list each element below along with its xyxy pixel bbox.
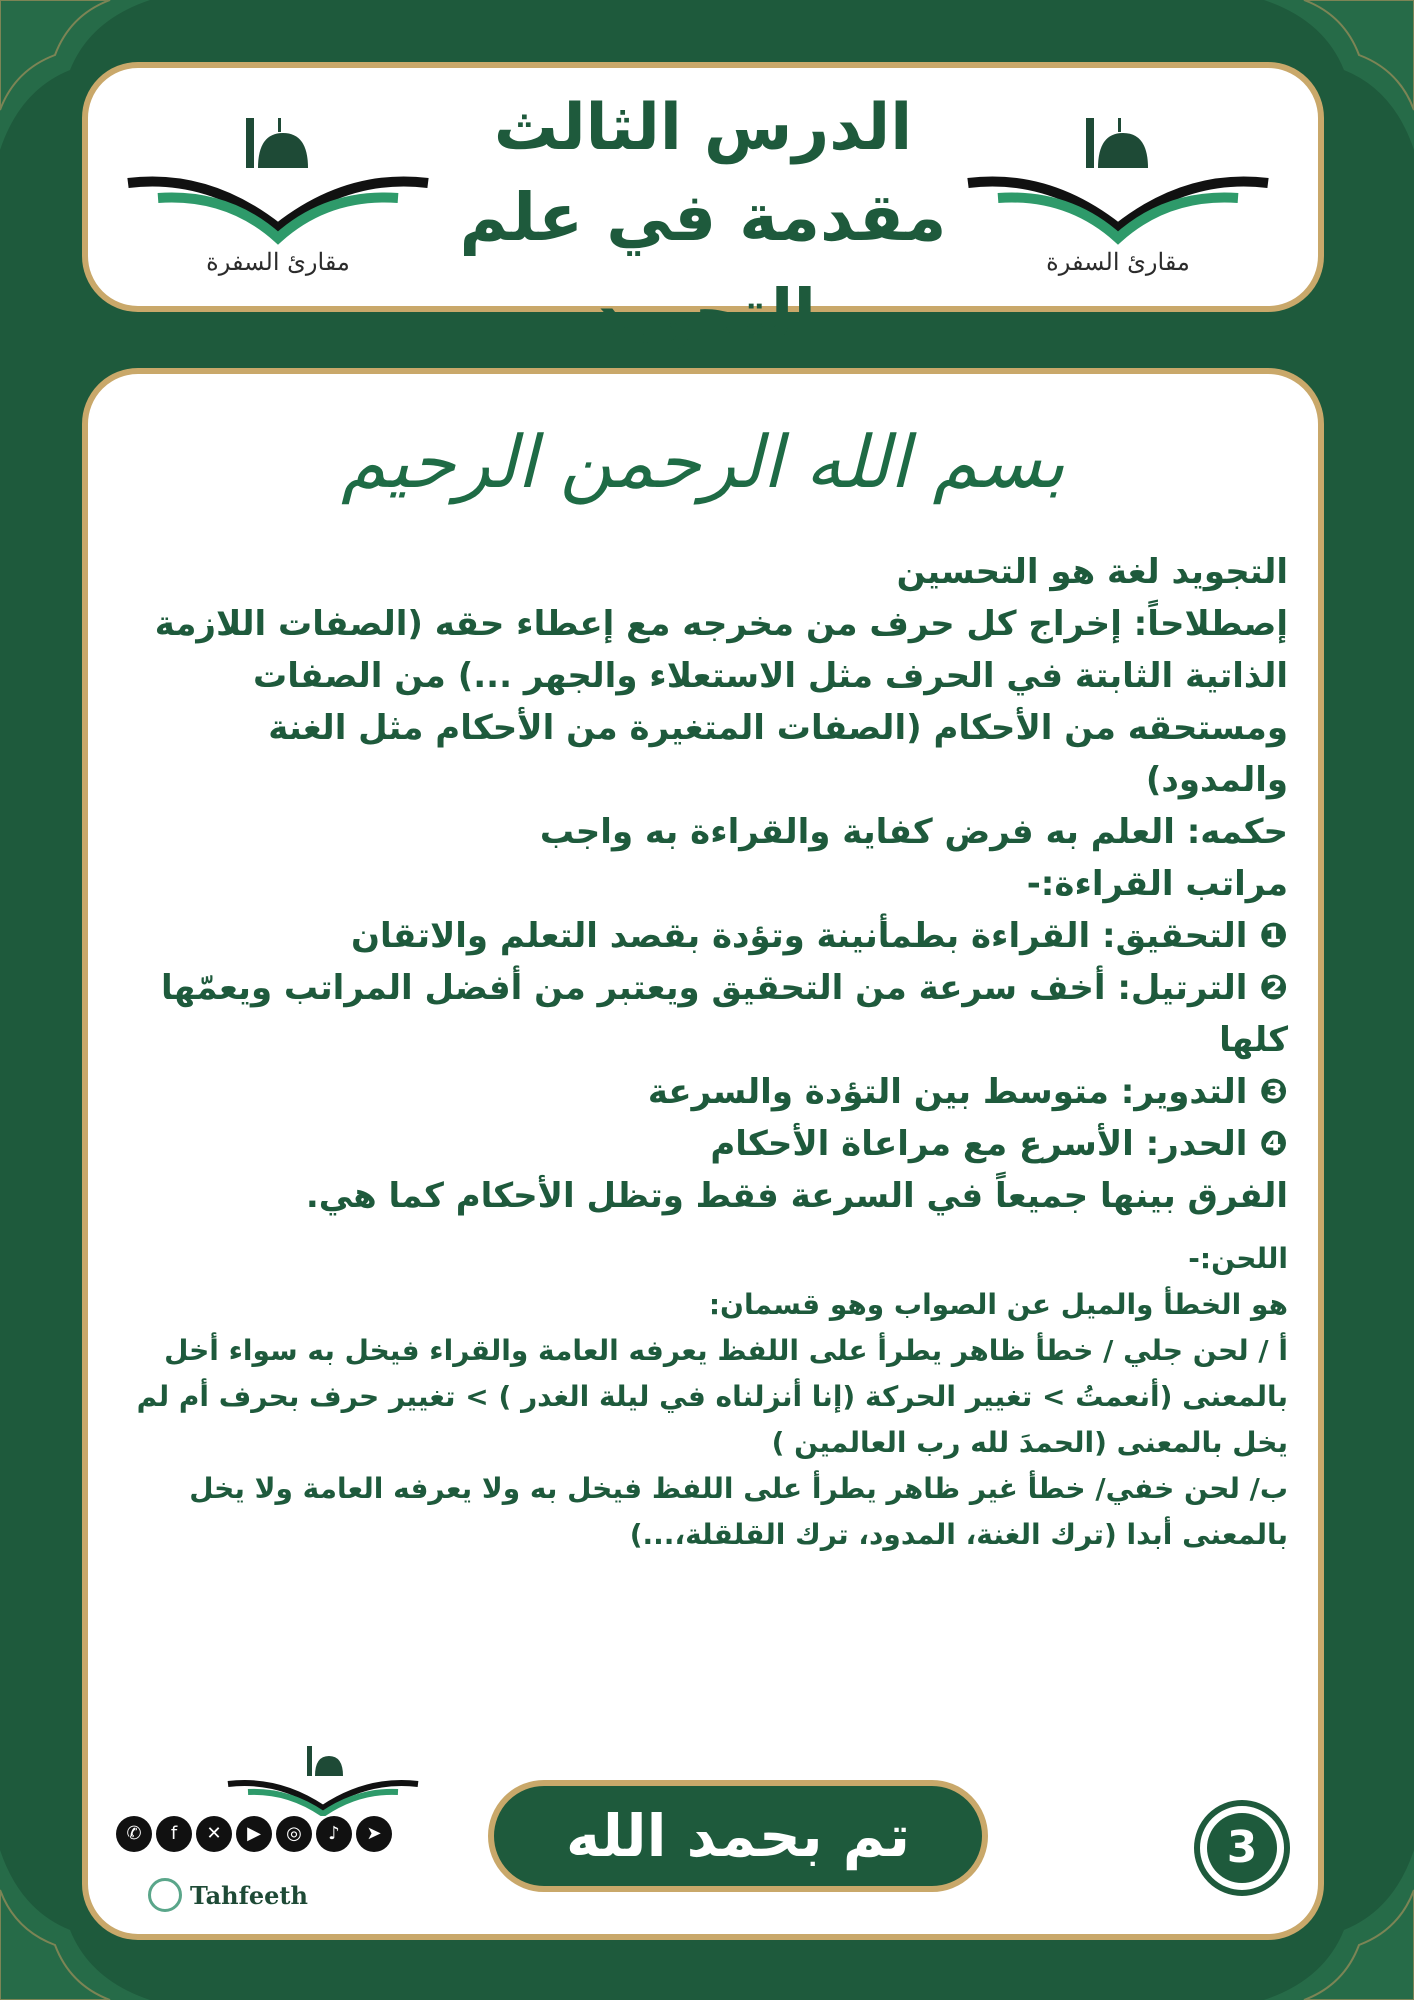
content-line: إصطلاحاً: إخراج كل حرف من مخرجه مع إعطاء حقه (الصفات اللازمة الذاتية الثابتة في الحرف مثل الاستعلاء والجهر ...) من الصفات ومستحقه من الأحكام (الصفات المتغيرة من الأحكام مثل الغنة والمدود) bbox=[154, 604, 1288, 800]
tiktok-icon[interactable]: ♪ bbox=[316, 1816, 352, 1852]
content-line: ❸ التدوير: متوسط بين التؤدة والسرعة bbox=[647, 1072, 1288, 1112]
lahn-line: ب/ لحن خفي/ خطأ غير ظاهر يطرأ على اللفظ فيخل به ولا يعرفه العامة ولا يخل بالمعنى أبدا (ترك الغنة، المدود، ترك القلقلة،...) bbox=[189, 1472, 1288, 1551]
globe-icon bbox=[148, 1878, 182, 1912]
header-panel bbox=[82, 62, 1324, 352]
book-mosque-icon bbox=[118, 88, 438, 248]
topic-title: مقدمة في علم التجويد bbox=[459, 179, 947, 352]
logo-caption: مقارئ السفرة bbox=[1046, 248, 1190, 276]
logo-caption: مقارئ السفرة bbox=[206, 248, 350, 276]
whatsapp-icon[interactable]: ✆ bbox=[116, 1816, 152, 1852]
brand bbox=[148, 1878, 308, 1912]
content-line: ❹ الحدر: الأسرع مع مراعاة الأحكام bbox=[710, 1124, 1288, 1164]
lahn-line: أ / لحن جلي / خطأ ظاهر يطرأ على اللفظ يعرفه العامة والقراء فيخل به سواء أخل بالمعنى (أنعمتُ > تغيير الحركة (إنا أنزلناه في ليلة الغدر ) > تغيير حرف بحرف أم لم يخل بالمعنى (الحمدَ لله رب العالمين ) bbox=[136, 1334, 1288, 1459]
content-line: مراتب القراءة:- bbox=[1026, 864, 1288, 904]
content-line: ❶ التحقيق: القراءة بطمأنينة وتؤدة بقصد التعلم والاتقان bbox=[350, 916, 1288, 956]
lesson-title: الدرس الثالث bbox=[493, 91, 913, 165]
lahn-heading: اللحن:- bbox=[1188, 1242, 1288, 1275]
footer-logo bbox=[198, 1736, 448, 1816]
instagram-icon[interactable]: ◎ bbox=[276, 1816, 312, 1852]
page-number: 3 bbox=[1207, 1813, 1277, 1883]
brand-name: Tahfeeth bbox=[190, 1880, 308, 1910]
lahn-line: هو الخطأ والميل عن الصواب وهو قسمان: bbox=[708, 1288, 1288, 1321]
youtube-icon[interactable]: ▶ bbox=[236, 1816, 272, 1852]
content-line: حكمه: العلم به فرض كفاية والقراءة به واجب bbox=[539, 812, 1288, 852]
content-line: ❷ الترتيل: أخف سرعة من التحقيق ويعتبر من أفضل المراتب ويعمّها كلها bbox=[160, 968, 1288, 1060]
book-mosque-icon bbox=[223, 1736, 423, 1816]
content-line: التجويد لغة هو التحسين bbox=[896, 552, 1288, 592]
content-line: الفرق بينها جميعاً في السرعة فقط وتظل الأحكام كما هي. bbox=[305, 1176, 1288, 1216]
social-icons bbox=[116, 1816, 392, 1852]
x-icon[interactable]: ✕ bbox=[196, 1816, 232, 1852]
page-number-badge bbox=[1194, 1800, 1290, 1896]
lesson-content bbox=[118, 546, 1288, 1558]
academy-logo bbox=[118, 88, 438, 278]
telegram-icon[interactable]: ➤ bbox=[356, 1816, 392, 1852]
basmala-calligraphy: بسم الله الرحمن الرحيم bbox=[341, 420, 1065, 504]
title-block bbox=[388, 86, 1018, 362]
facebook-icon[interactable]: f bbox=[156, 1816, 192, 1852]
completion-banner: تم بحمد الله bbox=[488, 1780, 988, 1892]
content-panel bbox=[82, 368, 1324, 1940]
